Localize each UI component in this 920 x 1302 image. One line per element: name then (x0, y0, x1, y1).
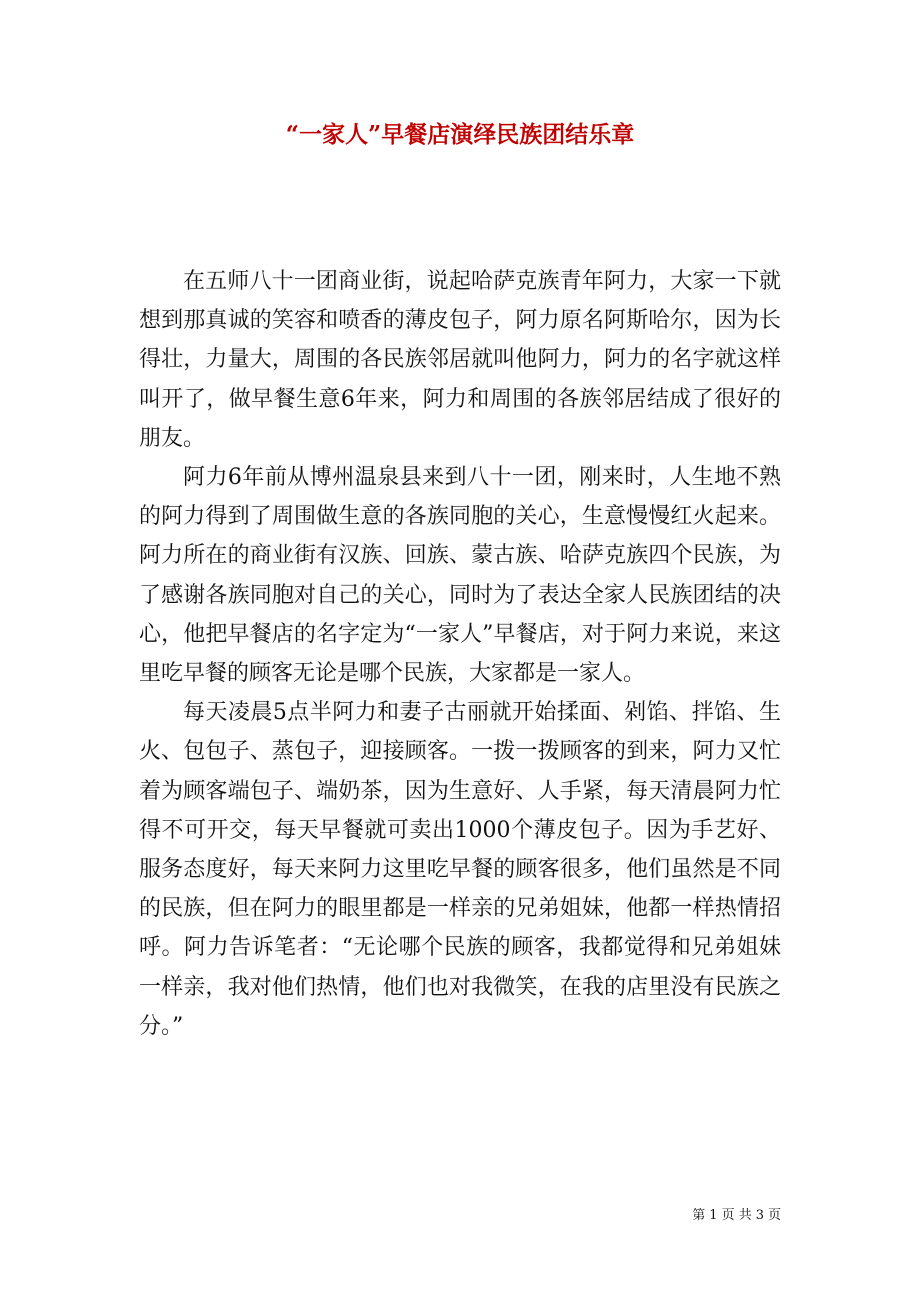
footer-current-page: 1 (709, 1208, 718, 1223)
paragraph-3: 每天凌晨5点半阿力和妻子古丽就开始揉面、剁馅、拌馅、生火、包包子、蒸包子，迎接顾客。一拨一拨顾客的到来，阿力又忙着为顾客端包子、端奶茶，因为生意好、人手紧，每天清晨阿力忙得不可开交，每天早餐就可卖出1000个薄皮包子。因为手艺好、服务态度好，每天来阿力这里吃早餐的顾客很多，他们虽然是不同的民族，但在阿力的眼里都是一样亲的兄弟姐妹，他都一样热情招呼。阿力告诉笔者：“无论哪个民族的顾客，我都觉得和兄弟姐妹一样亲，我对他们热情，他们也对我微笑，在我的店里没有民族之分。” (139, 700, 781, 1039)
page-number-footer (692, 1207, 781, 1225)
footer-total-pages: 3 (755, 1208, 764, 1223)
document-title: “一家人”早餐店演绎民族团结乐章 (285, 121, 635, 148)
paragraph-1: 在五师八十一团商业街，说起哈萨克族青年阿力，大家一下就想到那真诚的笑容和喷香的薄皮包子，阿力原名阿斯哈尔，因为长得壮，力量大，周围的各民族邻居就叫他阿力，阿力的名字就这样叫开了，做早餐生意6年来，阿力和周围的各族邻居结成了很好的朋友。 (139, 269, 781, 451)
paragraph-2: 阿力6年前从博州温泉县来到八十一团，刚来时，人生地不熟的阿力得到了周围做生意的各族同胞的关心，生意慢慢红火起来。阿力所在的商业街有汉族、回族、蒙古族、哈萨克族四个民族，为了感谢各族同胞对自己的关心，同时为了表达全家人民族团结的决心，他把早餐店的名字定为“一家人”早餐店，对于阿力来说，来这里吃早餐的顾客无论是哪个民族，大家都是一家人。 (139, 465, 781, 687)
footer-suffix: 页 (767, 1208, 781, 1223)
footer-prefix: 第 (692, 1208, 706, 1223)
document-body (139, 262, 781, 1046)
footer-middle: 页 共 (721, 1208, 752, 1223)
